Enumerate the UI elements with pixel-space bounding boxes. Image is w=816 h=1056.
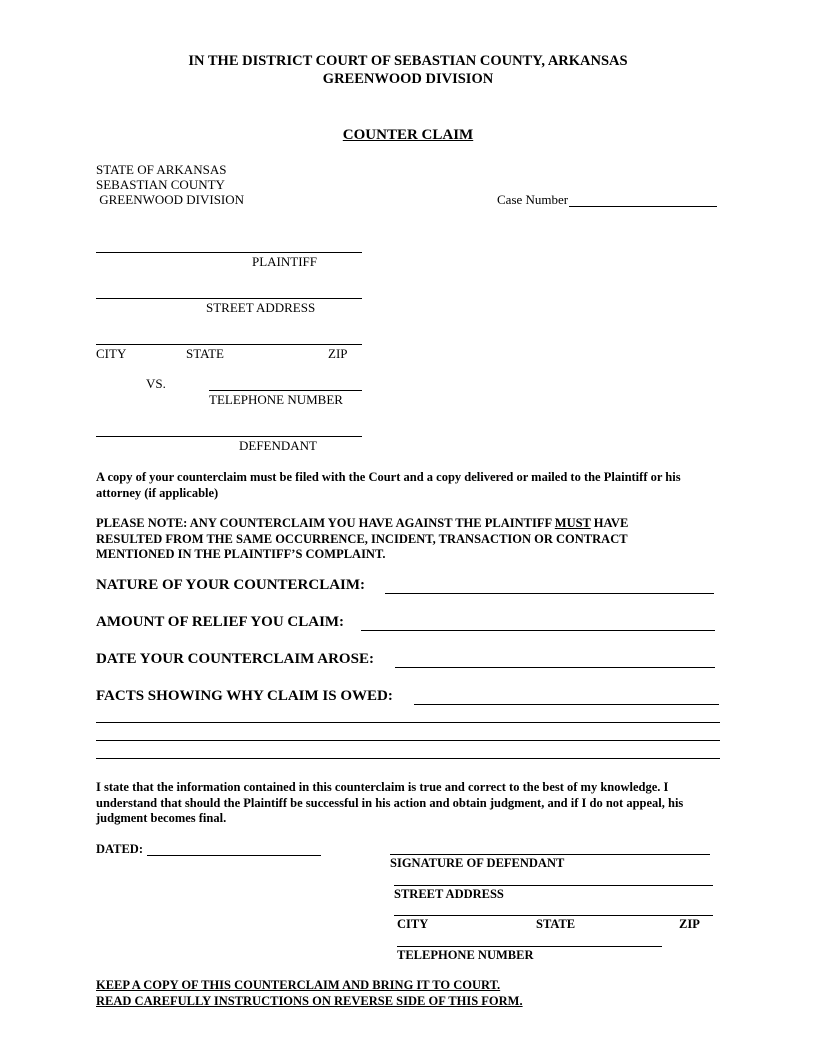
case-number-field[interactable] xyxy=(569,206,717,207)
defendant-street-field[interactable] xyxy=(394,885,713,886)
defendant-state-label: STATE xyxy=(536,917,576,931)
nature-label: NATURE OF YOUR COUNTERCLAIM: xyxy=(96,577,366,593)
dated-field[interactable] xyxy=(147,855,321,856)
amount-label: AMOUNT OF RELIEF YOU CLAIM: xyxy=(96,614,345,630)
caption-state: STATE OF ARKANSAS xyxy=(96,162,227,177)
truth-statement: I state that the information contained in this counterclaim is true and correct to the best of my knowledge. I understand that should the Plaintiff be successful in his action and obtain judgment, and if I do not appeal, his judgment becomes final. xyxy=(96,780,684,825)
please-note-end: HAVE RESULTED FROM THE SAME OCCURRENCE, INCIDENT, TRANSACTION OR CONTRACT MENTIONED IN THE PLAINTIFF’S COMPLAINT. xyxy=(96,516,629,561)
facts-label: FACTS SHOWING WHY CLAIM IS OWED: xyxy=(96,688,393,704)
defendant-city-state-zip-field[interactable] xyxy=(394,915,713,916)
defendant-label: DEFENDANT xyxy=(239,438,317,453)
footer-keep-copy: KEEP A COPY OF THIS COUNTERCLAIM AND BRING IT TO COURT. xyxy=(96,978,501,992)
plaintiff-zip-label: ZIP xyxy=(328,346,348,361)
please-note xyxy=(96,516,696,563)
facts-field-line-1[interactable] xyxy=(414,704,719,705)
plaintiff-city-state-zip-field[interactable] xyxy=(96,344,362,345)
defendant-city-label: CITY xyxy=(397,917,429,931)
defendant-zip-label: ZIP xyxy=(679,917,700,931)
plaintiff-telephone-label: TELEPHONE NUMBER xyxy=(209,392,343,407)
plaintiff-name-field[interactable] xyxy=(96,252,362,253)
form-title: COUNTER CLAIM xyxy=(342,127,474,143)
case-number-label: Case Number xyxy=(497,192,569,207)
plaintiff-city-label: CITY xyxy=(96,346,127,361)
plaintiff-state-label: STATE xyxy=(186,346,224,361)
caption-division: GREENWOOD DIVISION xyxy=(96,192,245,207)
defendant-telephone-label: TELEPHONE NUMBER xyxy=(397,948,534,962)
plaintiff-street-label: STREET ADDRESS xyxy=(206,300,316,315)
versus-label: VS. xyxy=(146,376,166,391)
amount-field[interactable] xyxy=(361,630,715,631)
defendant-street-label: STREET ADDRESS xyxy=(394,887,504,901)
plaintiff-telephone-field[interactable] xyxy=(209,390,362,391)
date-arose-label: DATE YOUR COUNTERCLAIM AROSE: xyxy=(96,651,374,667)
must-emphasis: MUST xyxy=(554,516,591,530)
please-note-start: PLEASE NOTE: ANY COUNTERCLAIM YOU HAVE AGAINST THE PLAINTIFF xyxy=(96,516,555,530)
division-heading: GREENWOOD DIVISION xyxy=(322,71,494,87)
dated-label: DATED: xyxy=(96,842,143,856)
court-heading: IN THE DISTRICT COURT OF SEBASTIAN COUNTY, ARKANSAS xyxy=(188,53,628,69)
facts-field-line-2[interactable] xyxy=(96,722,720,723)
nature-field[interactable] xyxy=(385,593,714,594)
caption-county: SEBASTIAN COUNTY xyxy=(96,177,225,192)
plaintiff-street-field[interactable] xyxy=(96,298,362,299)
date-arose-field[interactable] xyxy=(395,667,715,668)
footer-instructions: READ CAREFULLY INSTRUCTIONS ON REVERSE SIDE OF THIS FORM. xyxy=(96,994,523,1008)
facts-field-line-4[interactable] xyxy=(96,758,720,759)
facts-field-line-3[interactable] xyxy=(96,740,720,741)
plaintiff-label: PLAINTIFF xyxy=(252,254,318,269)
signature-label: SIGNATURE OF DEFENDANT xyxy=(390,856,565,870)
filing-notice: A copy of your counterclaim must be filed with the Court and a copy delivered or mailed to the Plaintiff or his attorney (if applicable) xyxy=(96,470,681,500)
defendant-name-field[interactable] xyxy=(96,436,362,437)
defendant-telephone-field[interactable] xyxy=(397,946,662,947)
signature-field[interactable] xyxy=(390,854,710,855)
